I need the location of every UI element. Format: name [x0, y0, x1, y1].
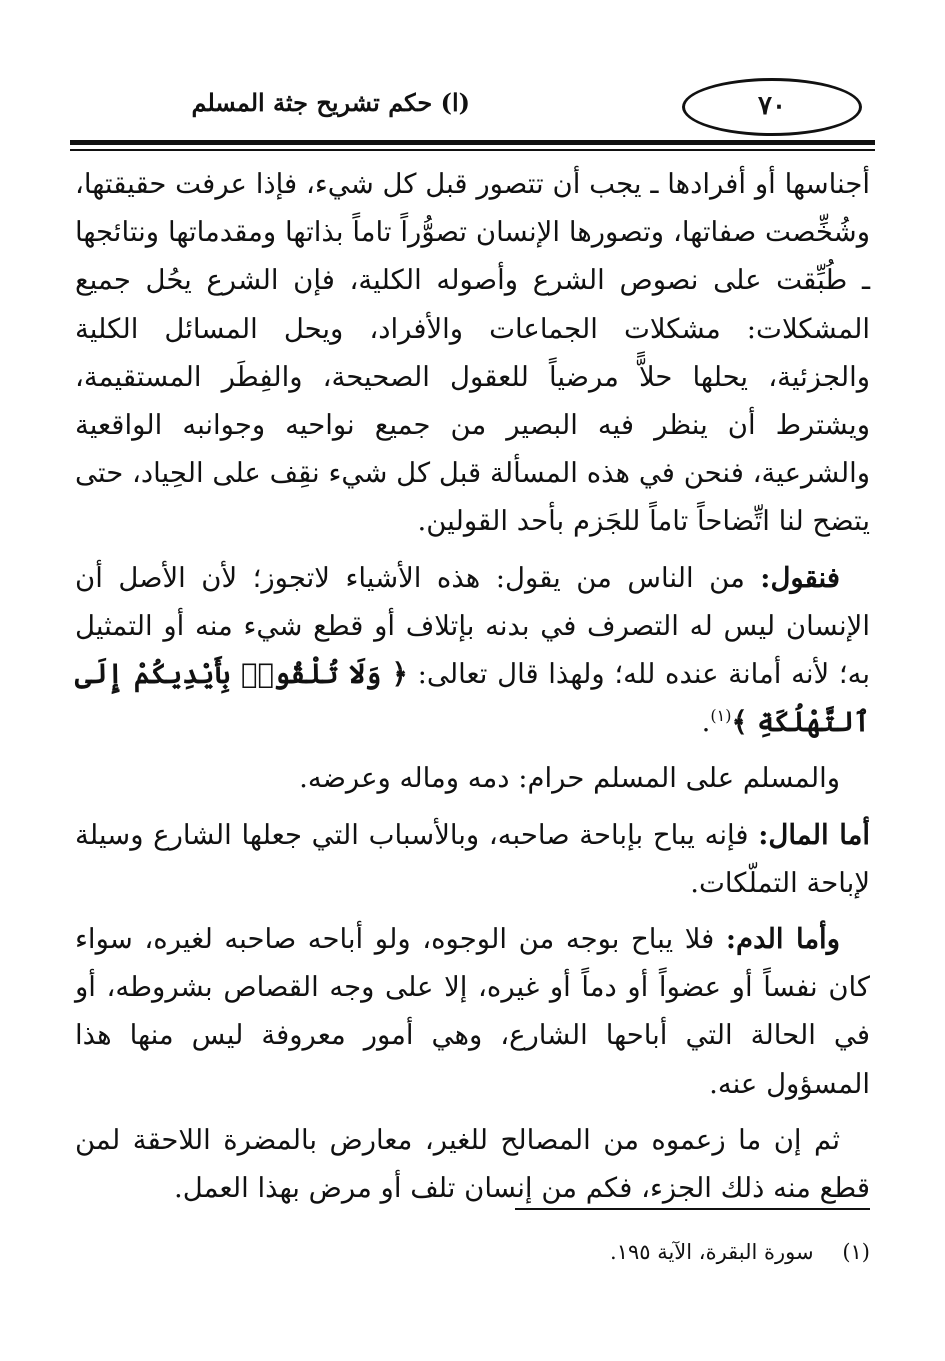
footnote	[75, 1240, 870, 1264]
paragraph-2-text: من الناس من يقول: هذه الأشياء لاتجوز؛ لأن الأصل أن الإنسان ليس له التصرف في بدنه بإتلاف أو قطع شيء منه أو التمثيل به؛ لأنه أمانة عنده لله؛ ولهذا قال تعالى:	[75, 561, 870, 691]
page-number: ٧٠	[758, 91, 786, 121]
footnote-separator	[515, 1208, 870, 1210]
main-text	[75, 160, 870, 1212]
paragraph-5-lead: وأما الدم:	[725, 923, 840, 956]
paragraph-4-lead: أما المال:	[758, 818, 870, 851]
paragraph-4-text: فإنه يباح بإباحة صاحبه، وبالأسباب التي جعلها الشارع وسيلة لإباحة التملّكات.	[75, 818, 870, 899]
paragraph-2-lead: فنقول:	[760, 561, 840, 594]
paragraph-4	[75, 811, 870, 907]
header-rule-thin	[70, 149, 875, 151]
footnote-text: سورة البقرة، الآية ١٩٥.	[610, 1240, 814, 1264]
paragraph-3: والمسلم على المسلم حرام: دمه وماله وعرضه.	[299, 762, 840, 795]
header-rule-thick	[70, 140, 875, 145]
quran-verse: ﴿ وَلَا تُلْقُوا۟ بِأَيْدِيكُمْ إِلَى ٱلتَّهْلُكَةِ ﴾	[75, 658, 870, 739]
page-number-oval	[682, 78, 862, 136]
paragraph-6: ثم إن ما زعموه من المصالح للغير، معارض بالمضرة اللاحقة لمن قطع منه ذلك الجزء، فكم من إنسان تلف أو مرض بهذا العمل.	[75, 1123, 870, 1205]
footnote-marker: (١)	[842, 1240, 870, 1264]
paragraph-2	[75, 554, 870, 747]
paragraph-1: أجناسها أو أفرادها ـ يجب أن تتصور قبل كل شيء، فإذا عرفت حقيقتها، وشُخِّصت صفاتها، وتصورها الإنسان تصوُّراً تاماً بذاتها ومقدماتها ونتائجها ـ طُبِّقت على نصوص الشرع وأصوله الكلية، فإن الشرع يحُل جميع المشكلات: مشكلات الجماعات والأفراد، ويحل المسائل الكلية والجزئية، يحلها حلاًّ مرضياً للعقول الصحيحة، والفِطَر المستقيمة، ويشترط أن ينظر فيه البصير من جميع نواحيه وجوانبه الواقعية والشرعية، فنحن في هذه المسألة قبل كل شيء نقِف على الحِياد، حتى يتضح لنا اتِّضاحاً تاماً للجَزم بأحد القولين.	[75, 168, 870, 538]
paragraph-5-text: فلا يباح بوجه من الوجوه، ولو أباحه صاحبه لغيره، سواء كان نفساً أو عضواً أو دماً أو غيره، إلا على وجه القصاص بشروطه، أو في الحالة التي أباحها الشارع، وهي أمور معروفة ليس منها هذا المسؤول عنه.	[75, 923, 870, 1100]
running-title: (ا) حكم تشريح جثة المسلم	[191, 88, 470, 117]
page-header	[70, 72, 875, 140]
paragraph-2-end: .	[701, 706, 711, 739]
footnote-reference: (١)	[710, 706, 732, 726]
paragraph-5	[75, 915, 870, 1108]
